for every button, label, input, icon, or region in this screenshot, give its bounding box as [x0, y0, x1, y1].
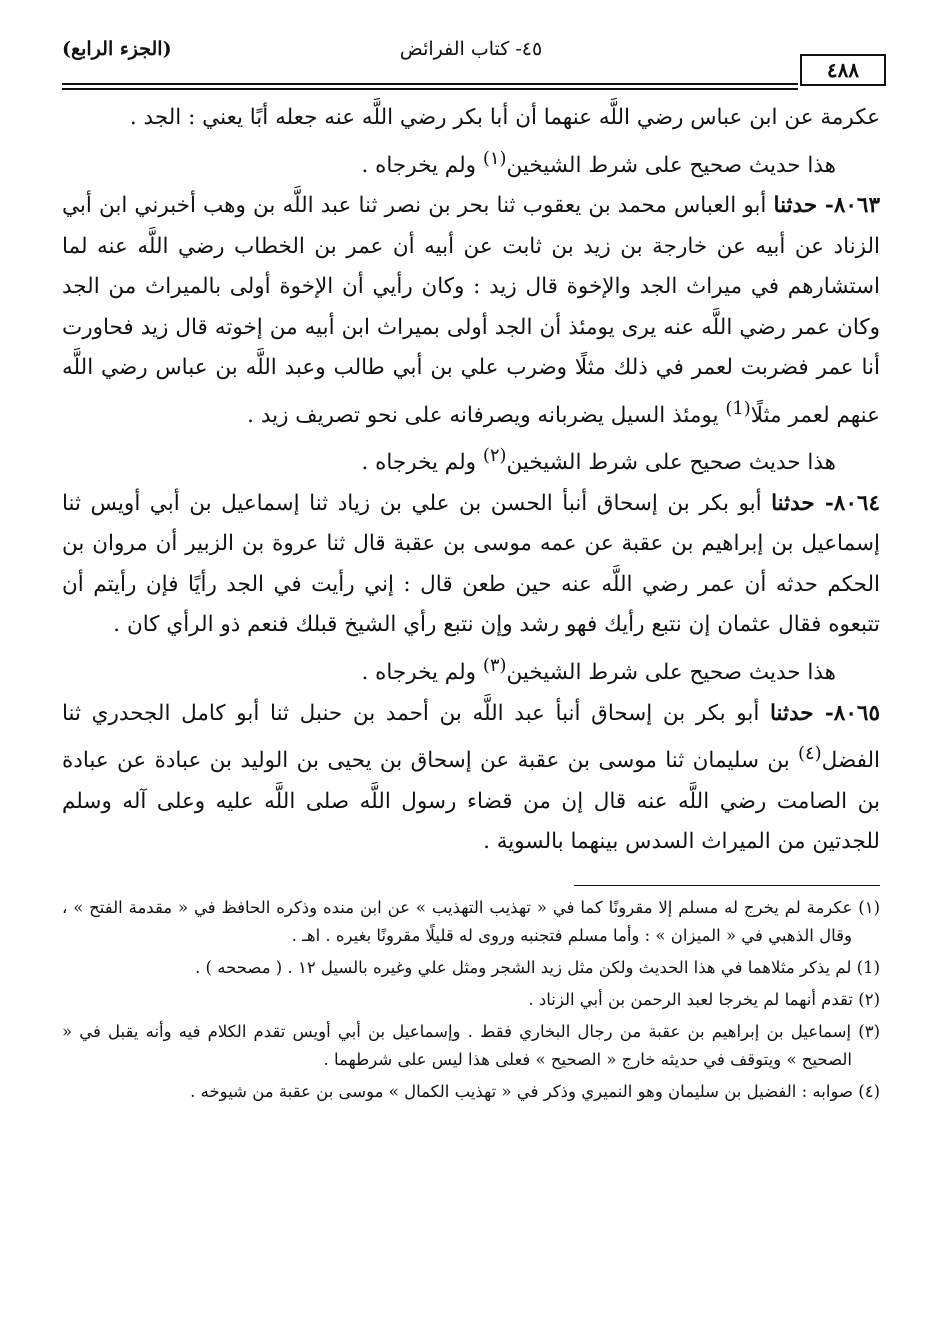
hadith-head: - حدثنا: [771, 490, 834, 516]
hadith-text: أبو العباس محمد بن يعقوب ثنا بحر بن نصر ثنا عبد اللَّه بن وهب أخبرني ابن أبي الزناد عن أبيه عن خارجة بن زيد بن ثابت عن أبيه أن عمر بن الخطاب رضي اللَّه عنه لما استشارهم في ميراث الجد والإخوة قال زيد : وكان رأيي أن الإخوة أولى بالميراث من الجد وكان عمر رضي اللَّه عنه يرى يومئذ أن الجد أولى بميراث ابن أبيه من إخوته قال زيد فحاورت أنا عمر فضربت لعمر في ذلك مثلًا وضرب علي بن أبي طالب وعبد اللَّه بن عباس رضي اللَّه عنهم لعمر مثلًا: [62, 193, 880, 428]
footnote-ref[interactable]: (٤): [798, 743, 822, 765]
footnote-mark: (1): [856, 957, 880, 977]
page-header: [62, 30, 880, 92]
hadith-head: - حدثنا: [773, 193, 834, 219]
footnote-text: صوابه : الفضيل بن سليمان وهو النميري وذكر في « تهذيب الكمال » موسى بن عقبة من شيوخه .: [190, 1081, 853, 1101]
footnotes: [62, 894, 880, 1106]
grading-tail: ولم يخرجاه .: [361, 450, 483, 476]
book-title: ٤٥- كتاب الفرائض: [399, 38, 543, 60]
header-rule-top: [62, 83, 798, 85]
grading-text: هذا حديث صحيح على شرط الشيخين: [506, 450, 836, 476]
footnote-text: إسماعيل بن إبراهيم بن عقبة من رجال البخاري فقط . وإسماعيل بن أبي أويس تقدم الكلام فيه وأنه يقبل في « الصحيح » ويتوقف في حديثه خارج « الصحيح » فعلى هذا ليس على شرطهما .: [62, 1021, 852, 1069]
footnote-item: [62, 1018, 880, 1074]
hadith-text: أبو بكر بن إسحاق أنبأ الحسن بن علي بن زياد ثنا إسماعيل بن أبي أويس ثنا إسماعيل بن إبراهيم بن عقبة عن عمه موسى بن عقبة قال ثنا عروة بن الزبير أن مروان بن الحكم حدثه أن عمر رضي اللَّه عنه حين طعن قال : إني رأيت في الجد رأيًا فإن رأيتم أن تتبعوه فقال عثمان إن نتبع رأيك فهو رشد وإن نتبع رأي الشيخ قبلك فنعم ذو الرأي كان .: [62, 490, 880, 638]
book-page: [62, 30, 880, 1310]
footnote-ref[interactable]: (١): [482, 147, 507, 169]
grading-text: هذا حديث صحيح على شرط الشيخين: [506, 152, 836, 178]
grading-tail: ولم يخرجاه .: [361, 152, 483, 178]
footnote-text: تقدم أنهما لم يخرجا لعبد الرحمن بن أبي الزناد .: [528, 989, 853, 1009]
footnote-item: [62, 986, 880, 1014]
hadith-number: ٨٠٦٤: [833, 490, 880, 516]
hadith-head: - حدثنا: [769, 700, 834, 726]
footnote-item: [62, 894, 880, 950]
hadith-8063: [62, 186, 880, 436]
footnote-text: عكرمة لم يخرج له مسلم إلا مقرونًا كما في « تهذيب التهذيب » عن ابن منده وذكره الحافظ في « مقدمة الفتح » ، وقال الذهبي في « الميزان » : وأما مسلم فتجنبه وروى له قليلًا مقرونًا بغيره . اهـ .: [62, 897, 853, 945]
header-rule-bottom: [62, 88, 798, 90]
hadith-text-cont: يومئذ السيل يضربانه ويصرفانه على نحو تصريف زيد .: [247, 402, 726, 428]
footnote-mark: (٢): [858, 989, 880, 1009]
hadith-number: ٨٠٦٣: [833, 193, 881, 219]
hadith-number: ٨٠٦٥: [833, 700, 880, 726]
footnote-mark: (٣): [858, 1021, 880, 1041]
paragraph-continuation: [62, 98, 880, 139]
main-text: [62, 98, 880, 863]
footnote-text: لم يذكر مثلاهما في هذا الحديث ولكن مثل زيد الشجر ومثل علي وغيره بالسيل ١٢ . ( مصححه ) .: [195, 957, 852, 977]
footnote-ref[interactable]: (1): [725, 397, 751, 419]
grading-line: [62, 436, 880, 484]
paragraph-text: عكرمة عن ابن عباس رضي اللَّه عنهما أن أبا بكر رضي اللَّه عنه جعله أبًا يعني : الجد .: [129, 105, 880, 130]
hadith-8064: [62, 484, 880, 646]
grading-line: [62, 139, 880, 187]
footnote-mark: (٤): [858, 1081, 880, 1101]
footnote-item: [62, 954, 880, 982]
page-number: ٤٨٨: [800, 54, 886, 86]
hadith-text: أبو بكر بن إسحاق أنبأ عبد اللَّه بن أحمد بن حنبل ثنا أبو كامل الجحدري ثنا الفضل: [62, 700, 880, 774]
volume-label: (الجزء الرابع): [62, 38, 172, 60]
footnote-ref[interactable]: (٢): [482, 445, 507, 467]
grading-text: هذا حديث صحيح على شرط الشيخين: [506, 660, 836, 686]
hadith-8065: [62, 694, 880, 863]
footnote-ref[interactable]: (٣): [482, 654, 507, 676]
footnote-item: [62, 1078, 880, 1106]
grading-tail: ولم يخرجاه .: [361, 660, 483, 686]
grading-line: [62, 646, 880, 694]
footnote-separator: [574, 885, 880, 886]
footnote-mark: (١): [858, 897, 880, 917]
hadith-text-cont: بن سليمان ثنا موسى بن عقبة عن إسحاق بن يحيى بن الوليد بن عبادة عن عبادة بن الصامت رضي اللَّه عنه قال إن من قضاء رسول اللَّه صلى اللَّه عليه وعلى آله وسلم للجدتين من الميراث السدس بينهما بالسوية .: [62, 748, 880, 855]
